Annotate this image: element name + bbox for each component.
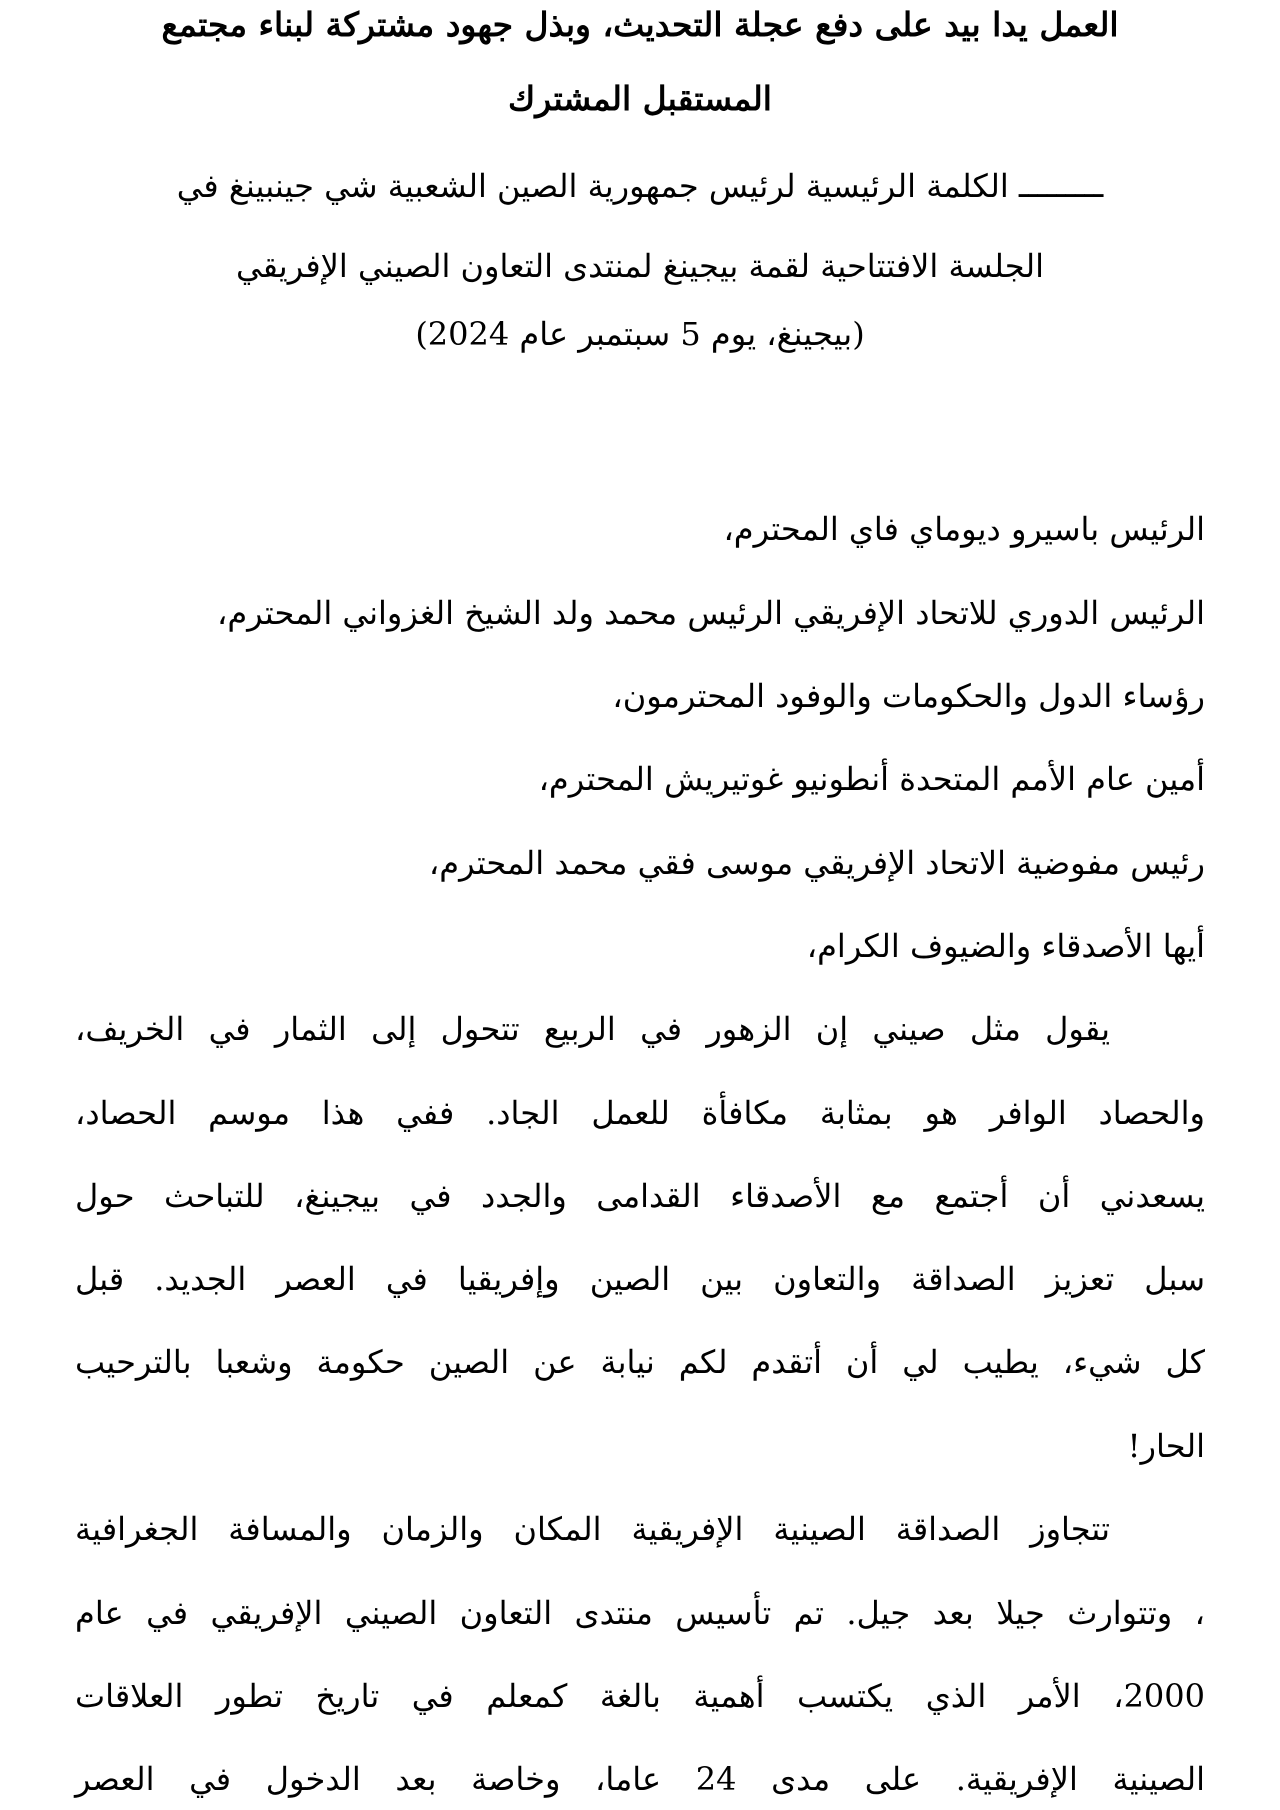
salutation-line: أمين عام الأمم المتحدة أنطونيو غوتيريش المحترم، [538, 760, 1205, 798]
salutation-line: رؤساء الدول والحكومات والوفود المحترمون، [612, 677, 1205, 715]
subtitle-line-2: الجلسة الافتتاحية لقمة بيجينغ لمنتدى التعاون الصيني الإفريقي [235, 247, 1045, 285]
subtitle-date: (بيجينغ، يوم 5 سبتمبر عام 2024) [415, 315, 865, 353]
title-line-2: المستقبل المشترك [508, 79, 772, 118]
paragraph2-line: ، وتتوارث جيلا بعد جيل. تم تأسيس منتدى التعاون الصيني الإفريقي في عام [75, 1594, 1205, 1632]
paragraph2-line: 2000، الأمر الذي يكتسب أهمية بالغة كمعلم في تاريخ تطور العلاقات [75, 1677, 1205, 1715]
salutation-line: الرئيس الدوري للاتحاد الإفريقي الرئيس محمد ولد الشيخ الغزواني المحترم، [216, 594, 1205, 632]
paragraph1-line: والحصاد الوافر هو بمثابة مكافأة للعمل الجاد. ففي هذا موسم الحصاد، [75, 1094, 1205, 1132]
salutation-line: رئيس مفوضية الاتحاد الإفريقي موسى فقي محمد المحترم، [428, 844, 1205, 882]
paragraph1-line: يقول مثل صيني إن الزهور في الربيع تتحول إلى الثمار في الخريف، [75, 1010, 1110, 1048]
paragraph2-line: تتجاوز الصداقة الصينية الإفريقية المكان والزمان والمسافة الجغرافية [75, 1510, 1110, 1548]
subtitle-line-1: ـــــــــ الكلمة الرئيسية لرئيس جمهورية الصين الشعبية شي جينبينغ في [176, 167, 1104, 205]
title-line-1: العمل يدا بيد على دفع عجلة التحديث، وبذل جهود مشتركة لبناء مجتمع [161, 5, 1119, 44]
paragraph2-line: الصينية الإفريقية. على مدى 24 عاما، وخاصة بعد الدخول في العصر [75, 1760, 1206, 1798]
salutation-line: أيها الأصدقاء والضيوف الكرام، [806, 927, 1205, 965]
paragraph1-line: كل شيء، يطيب لي أن أتقدم لكم نيابة عن الصين حكومة وشعبا بالترحيب [75, 1343, 1205, 1381]
paragraph1-line: سبل تعزيز الصداقة والتعاون بين الصين وإفريقيا في العصر الجديد. قبل [75, 1260, 1205, 1298]
paragraph1-line: يسعدني أن أجتمع مع الأصدقاء القدامى والجدد في بيجينغ، للتباحث حول [75, 1177, 1205, 1215]
paragraph1-line: الحار! [1127, 1427, 1205, 1465]
salutation-line: الرئيس باسيرو ديوماي فاي المحترم، [723, 510, 1205, 548]
